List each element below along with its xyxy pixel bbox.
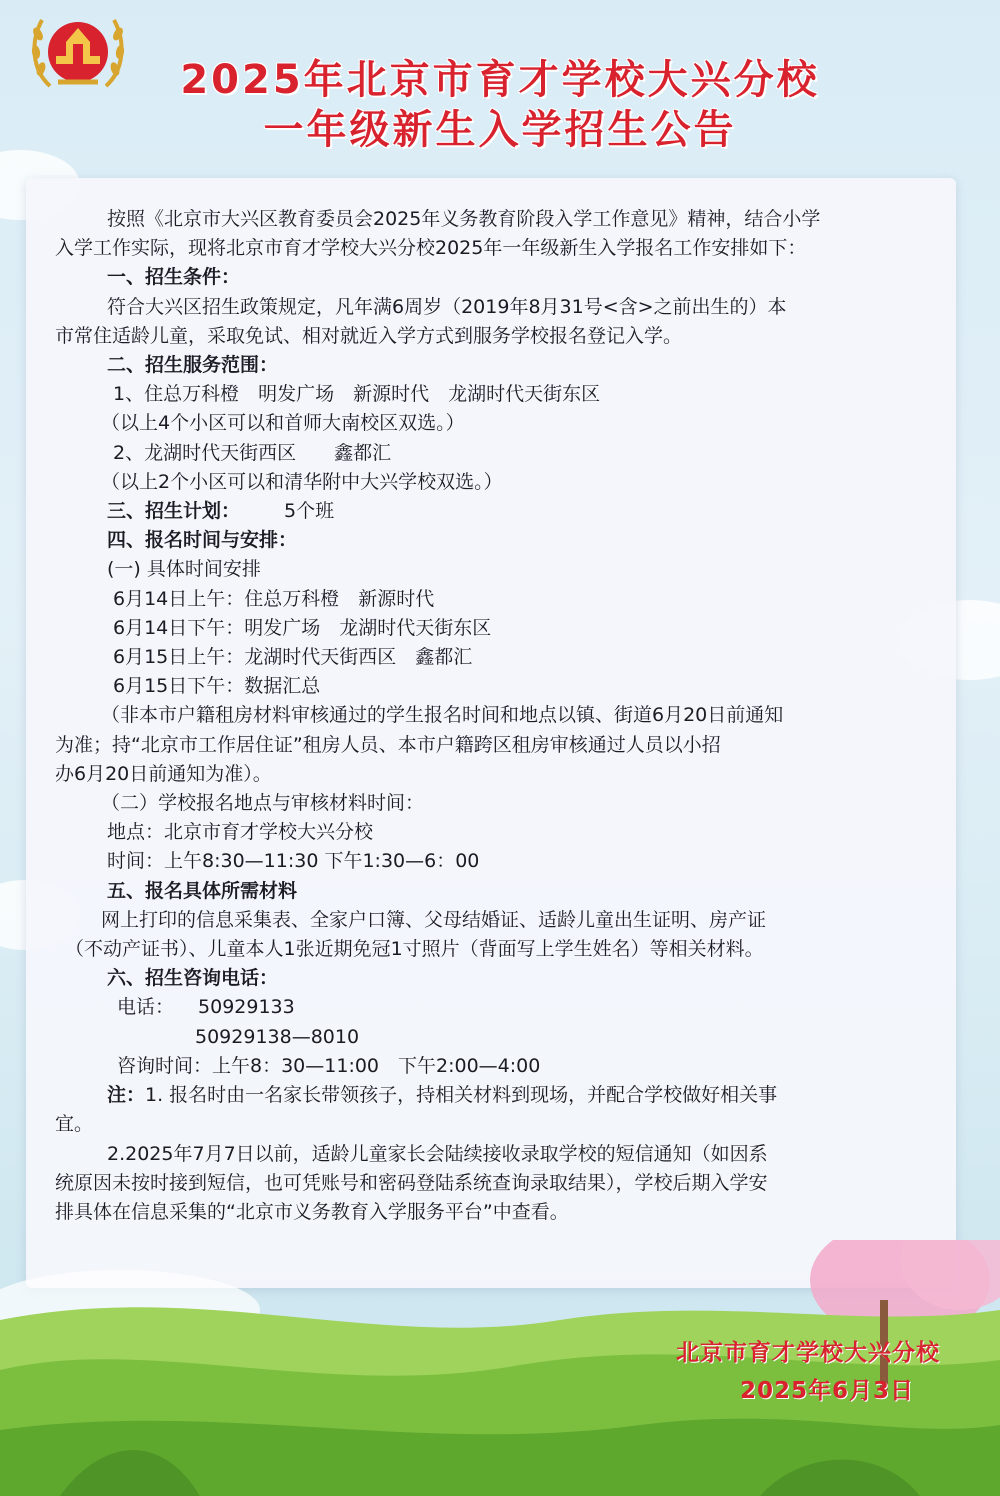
note-line: （非本市户籍租房材料审核通过的学生报名时间和地点以镇、街道6月20日前通知: [101, 704, 784, 727]
location-line: 地点：北京市育才学校大兴分校: [107, 821, 374, 844]
note-line: 统原因未按时接到短信，也可凭账号和密码登陆系统查询录取结果），学校后期入学安: [55, 1171, 768, 1194]
schedule-item: 6月14日下午：明发广场 龙湖时代天街东区: [113, 616, 492, 639]
section-heading: 五、报名具体所需材料: [107, 879, 298, 902]
intro-line: 入学工作实际，现将北京市育才学校大兴分校2025年一年级新生入学报名工作安排如下：: [55, 237, 807, 260]
paragraph-line: 市常住适龄儿童，采取免试、相对就近入学方式到服务学校报名登记入学。: [55, 324, 683, 347]
subsection-heading: （二）学校报名地点与审核材料时间：: [101, 792, 425, 815]
note-label: 注：: [107, 1084, 146, 1107]
phone-line: [55, 993, 935, 1022]
section-heading: 一、招生条件：: [107, 266, 241, 289]
note-line: （以上2个小区可以和清华附中大兴学校双选。）: [101, 470, 503, 493]
note-line: 办6月20日前通知为准）。: [55, 762, 272, 785]
notice-body: [55, 205, 935, 1227]
enrollment-plan: [55, 497, 935, 526]
list-item: 1、住总万科橙 明发广场 新源时代 龙湖时代天街东区: [113, 383, 601, 406]
note-line: 宜。: [55, 1113, 94, 1136]
consult-time-line: 咨询时间：上午8：30—11:00 下午2:00—4:00: [117, 1054, 541, 1077]
phone-number: 50929133: [198, 996, 295, 1019]
signature-school: 北京市育才学校大兴分校: [676, 1340, 940, 1366]
phone-number: 50929138—8010: [195, 1025, 360, 1048]
section-heading: 二、招生服务范围：: [107, 354, 279, 377]
note-line: 为准；持“北京市工作居住证”租房人员、本市户籍跨区租房审核通过人员以小招: [55, 733, 721, 756]
section-heading: 六、招生咨询电话：: [107, 967, 279, 990]
plan-value: 5个班: [284, 500, 335, 523]
note-line: 注：1. 报名时由一名家长带领孩子，持相关材料到现场，并配合学校做好相关事: [107, 1084, 778, 1107]
notice-title-line1: 2025年北京市育才学校大兴分校: [180, 57, 820, 103]
landscape-illustration: [0, 1240, 1000, 1496]
section-heading: 三、招生计划：: [107, 500, 241, 523]
phone-label: 电话：: [117, 996, 175, 1019]
schedule-item: 6月14日上午：住总万科橙 新源时代: [113, 587, 435, 610]
list-item: 2、龙湖时代天街西区 鑫都汇: [113, 441, 392, 464]
schedule-item: 6月15日下午：数据汇总: [113, 675, 321, 698]
note-line: （以上4个小区可以和首师大南校区双选。）: [101, 412, 465, 435]
note-line: 排具体在信息采集的“北京市义务教育入学服务平台”中查看。: [55, 1200, 569, 1223]
paragraph-line: 网上打印的信息采集表、全家户口簿、父母结婚证、适龄儿童出生证明、房产证: [101, 908, 767, 931]
time-line: 时间：上午8:30—11:30 下午1:30—6：00: [107, 850, 480, 873]
paragraph-line: 符合大兴区招生政策规定，凡年满6周岁（2019年8月31号<含>之前出生的）本: [107, 295, 787, 318]
notice-title-line2: 一年级新生入学招生公告: [263, 107, 737, 153]
subsection-heading: (一) 具体时间安排: [107, 558, 261, 581]
note-line: 2.2025年7月7日以前，适龄儿童家长会陆续接收录取学校的短信通知（如因系: [107, 1142, 768, 1165]
schedule-item: 6月15日上午：龙湖时代天街西区 鑫都汇: [113, 646, 473, 669]
paragraph-line: （不动产证书）、儿童本人1张近期免冠1寸照片（背面写上学生姓名）等相关材料。: [65, 938, 764, 961]
signature-date: 2025年6月3日: [740, 1378, 915, 1404]
intro-line: 按照《北京市大兴区教育委员会2025年义务教育阶段入学工作意见》精神，结合小学: [107, 208, 821, 230]
section-heading: 四、报名时间与安排：: [107, 529, 298, 552]
